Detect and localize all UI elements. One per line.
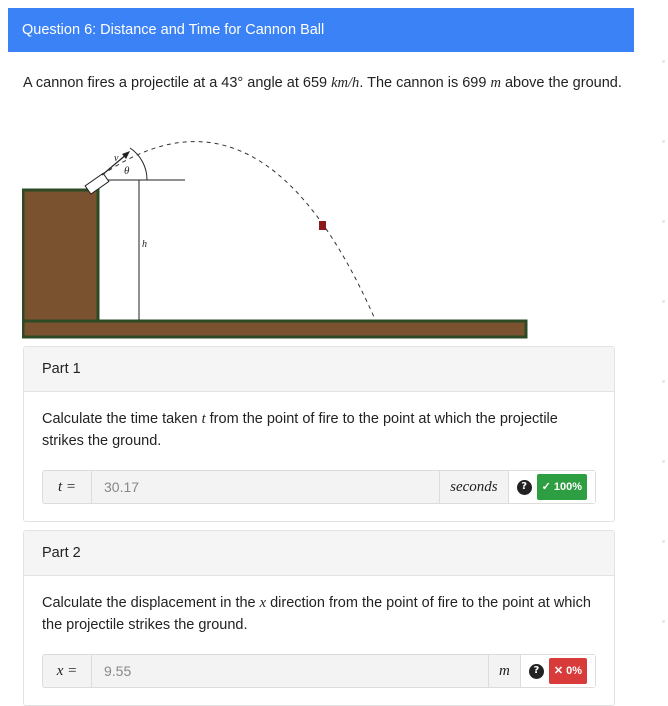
prompt-text: Calculate the displacement in the: [42, 595, 260, 611]
question-text-part: angle at 659: [243, 75, 332, 91]
projectile: [319, 221, 326, 230]
angle-arc: [130, 148, 147, 180]
page-edge-decoration: [661, 0, 665, 700]
part1-card: [23, 346, 615, 522]
part1-body: [24, 392, 614, 520]
question-title: Question 6: Distance and Time for Cannon Ball: [22, 22, 325, 38]
help-icon[interactable]: ?: [529, 664, 544, 679]
check-icon: ✓: [541, 481, 551, 493]
part2-answer-row: [42, 654, 596, 688]
part1-answer-input[interactable]: 30.17: [104, 479, 140, 495]
part1-answer-row: [42, 470, 596, 504]
part1-header: [24, 347, 614, 392]
prompt-text: direction from the point of fire to the point at which the projectile strikes the ground.: [42, 595, 591, 633]
part2-prompt: [42, 592, 596, 636]
part2-title: Part 2: [42, 545, 81, 561]
prompt-text: Calculate the time taken: [42, 411, 202, 427]
question-text-part: above the ground.: [500, 75, 622, 91]
part1-title: Part 1: [42, 361, 81, 377]
question-header: [8, 8, 634, 52]
cannon-diagram: [22, 135, 532, 343]
prompt-variable: x: [259, 595, 267, 611]
help-icon[interactable]: ?: [517, 480, 532, 495]
question-text: [23, 72, 623, 94]
part2-card: [23, 530, 615, 706]
part1-answer-label: t =: [43, 471, 92, 503]
prompt-variable: t: [201, 411, 206, 427]
part2-unit: m: [488, 655, 520, 687]
ground: [23, 321, 526, 337]
label-theta: θ: [124, 165, 130, 177]
trajectory: [102, 142, 374, 317]
cliff: [23, 190, 98, 325]
part2-answer-input[interactable]: 9.55: [104, 663, 132, 679]
part2-body: [24, 576, 614, 704]
part2-answer-label: x =: [43, 655, 92, 687]
question-text-part: . The cannon is 699: [359, 75, 491, 91]
part1-feedback: [508, 471, 595, 503]
label-v: v: [114, 153, 119, 164]
score-badge-correct: [537, 474, 587, 500]
score-badge-incorrect: [549, 658, 587, 684]
prompt-text: from the point of fire to the point at which the projectile strikes the ground.: [42, 411, 558, 449]
label-h: h: [142, 239, 147, 250]
part1-prompt: [42, 408, 596, 452]
height-unit: m: [490, 75, 501, 91]
question-text-part: A cannon fires a projectile at a 43: [23, 75, 238, 91]
part2-header: [24, 531, 614, 576]
part2-feedback: [520, 655, 595, 687]
speed-unit: km/h: [331, 75, 360, 91]
score-value: 0%: [566, 665, 582, 677]
score-value: 100%: [553, 481, 582, 493]
cross-icon: ✕: [553, 665, 564, 677]
degree-symbol: °: [237, 75, 244, 91]
part1-unit: seconds: [439, 471, 508, 503]
